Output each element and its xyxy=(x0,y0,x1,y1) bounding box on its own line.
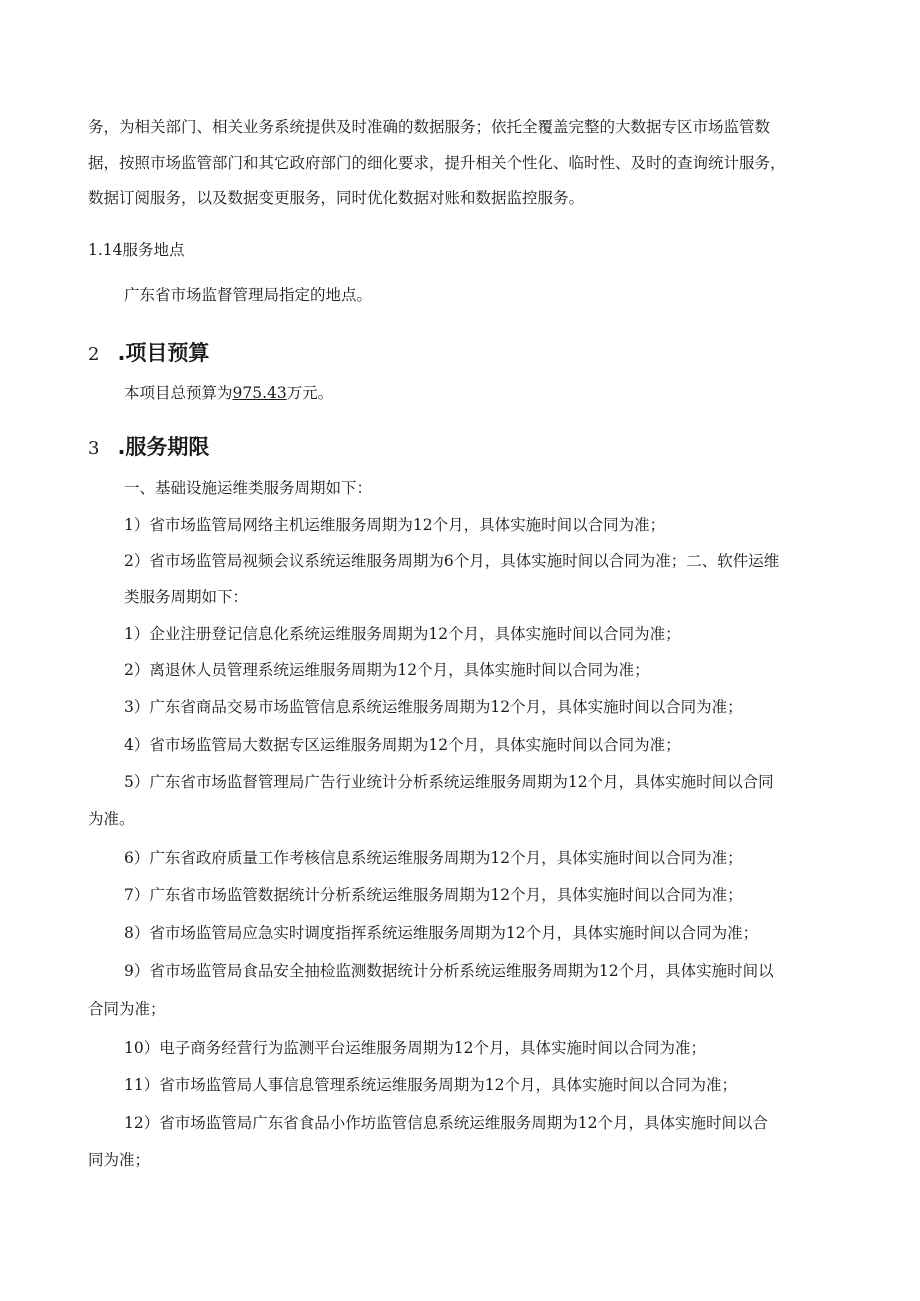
section-3-line: 5）广东省市场监督管理局广告行业统计分析系统运维服务周期为12个月，具体实施时间以合同 xyxy=(124,773,774,791)
budget-amount: 975.43 xyxy=(232,384,287,402)
section-3-line: 9）省市场监管局食品安全抽检监测数据统计分析系统运维服务周期为12个月，具体实施时间以 xyxy=(124,962,774,980)
section-3-line: 类服务周期如下： xyxy=(124,588,249,606)
section-2-heading xyxy=(88,340,209,368)
section-3-line: 8）省市场监管局应急实时调度指挥系统运维服务周期为12个月，具体实施时间以合同为准； xyxy=(124,924,759,942)
section-3-line: 11）省市场监管局人事信息管理系统运维服务周期为12个月，具体实施时间以合同为准； xyxy=(124,1076,737,1094)
budget-prefix: 本项目总预算为 xyxy=(124,384,233,402)
section-3-line: 1）企业注册登记信息化系统运维服务周期为12个月，具体实施时间以合同为准； xyxy=(124,625,681,643)
budget-suffix: 万元。 xyxy=(286,384,334,402)
section-3-title: .服务期限 xyxy=(117,435,210,459)
section-3-line: 一、基础设施运维类服务周期如下： xyxy=(124,479,373,497)
section-3-line: 6）广东省政府质量工作考核信息系统运维服务周期为12个月，具体实施时间以合同为准； xyxy=(124,849,743,867)
section-3-line: 7）广东省市场监管数据统计分析系统运维服务周期为12个月，具体实施时间以合同为准； xyxy=(124,886,743,904)
section-3-line: 为准。 xyxy=(88,810,135,828)
section-3-line: 1）省市场监管局网络主机运维服务周期为12个月，具体实施时间以合同为准； xyxy=(124,516,666,534)
intro-line-1: 务，为相关部门、相关业务系统提供及时准确的数据服务；依托全覆盖完整的大数据专区市场监管数 xyxy=(88,118,771,136)
section-3-line: 2）离退休人员管理系统运维服务周期为12个月，具体实施时间以合同为准； xyxy=(124,661,650,679)
section-2-body xyxy=(124,383,333,403)
section-3-line: 10）电子商务经营行为监测平台运维服务周期为12个月，具体实施时间以合同为准； xyxy=(124,1039,706,1057)
section-3-line: 2）省市场监管局视频会议系统运维服务周期为6个月，具体实施时间以合同为准；二、软件运维 xyxy=(124,552,780,570)
section-1-14-body: 广东省市场监督管理局指定的地点。 xyxy=(124,286,373,304)
section-3-line: 4）省市场监管局大数据专区运维服务周期为12个月，具体实施时间以合同为准； xyxy=(124,736,681,754)
intro-line-3: 数据订阅服务，以及数据变更服务，同时优化数据对账和数据监控服务。 xyxy=(88,189,585,207)
section-3-number: 3 xyxy=(88,438,100,459)
intro-line-2: 据，按照市场监管部门和其它政府部门的细化要求，提升相关个性化、临时性、及时的查询统计服务， xyxy=(88,154,786,172)
section-2-title: .项目预算 xyxy=(117,341,210,365)
section-3-line: 合同为准； xyxy=(88,1000,166,1018)
section-3-line: 12）省市场监管局广东省食品小作坊监管信息系统运维服务周期为12个月，具体实施时间以合 xyxy=(124,1114,768,1132)
section-3-heading xyxy=(88,434,209,462)
section-1-14-title: 1.14服务地点 xyxy=(88,241,185,259)
section-3-line: 3）广东省商品交易市场监管信息系统运维服务周期为12个月，具体实施时间以合同为准； xyxy=(124,698,743,716)
section-2-number: 2 xyxy=(88,344,100,365)
section-3-line: 同为准； xyxy=(88,1151,151,1169)
